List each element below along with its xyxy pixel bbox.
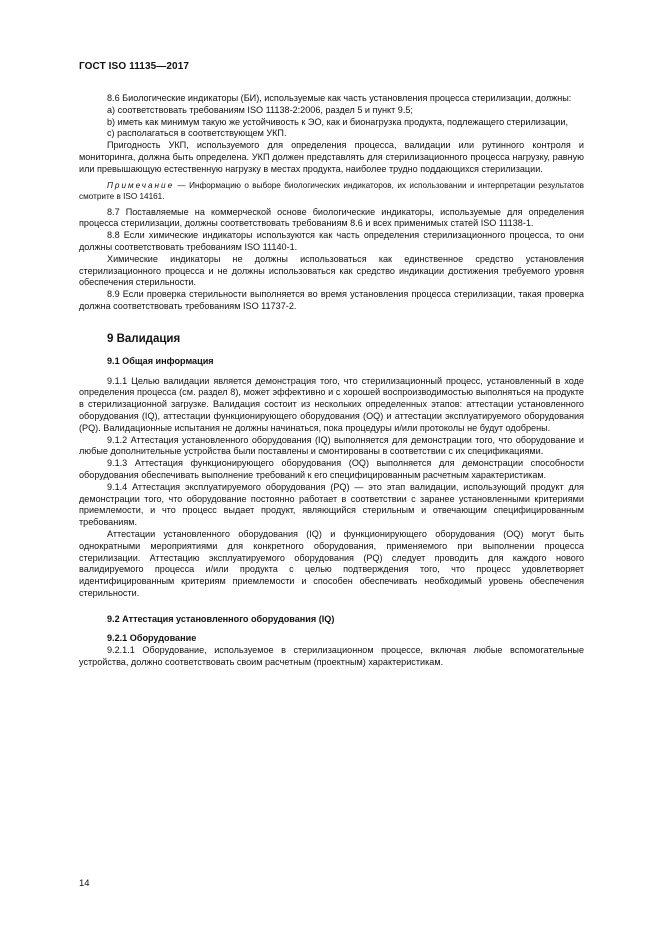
subsection-heading-9-2: 9.2 Аттестация установленного оборудования (IQ) bbox=[107, 613, 335, 624]
note-label: Примечание bbox=[107, 180, 175, 190]
paragraph-9-1-4: 9.1.4 Аттестация эксплуатируемого оборудования (PQ) — это этап валидации, использующий продукт для демонстрации того, что оборудование постоянно работает в соответствии с заранее установленными критериями приемлемости, и что процесс выдает продукт, являющийся стерильным и отвечающим специфицированным требованиям. bbox=[79, 481, 584, 528]
list-item-c: c) располагаться в соответствующем УКП. bbox=[107, 128, 287, 139]
list-item-b: b) иметь как минимум такую же устойчивость к ЭО, как и бионагрузка продукта, подлежащего стерилизации, bbox=[107, 116, 568, 127]
document-header: ГОСТ ISO 11135—2017 bbox=[79, 61, 190, 72]
list-item-a: a) соответствовать требованиям ISO 11138-2:2006, раздел 5 и пункт 9.5; bbox=[107, 104, 413, 115]
note bbox=[79, 180, 584, 202]
paragraph-8-8: 8.8 Если химические индикаторы используются как часть определения стерилизационного процесса, то они должны соответствовать требованиям ISO 11140-1. bbox=[79, 230, 584, 252]
paragraph-8-9: 8.9 Если проверка стерильности выполняется во время установления процесса стерилизации, такая проверка должна соответствовать требованиям ISO 11737-2. bbox=[79, 289, 584, 311]
paragraph-attestations: Аттестации установленного оборудования (IQ) и функционирующего оборудования (OQ) могут быть однократными мероприятиями для конкретного оборудования, применяемого при выполнении процесса стерилизации. Аттестацию эксплуатируемого оборудования (PQ) следует проводить для каждого нового валидируемого процесса и/или продукта с целью подтверждения того, что процесс удовлетворяет идентифицированным критериям приемлемости и способен обеспечивать необходимый уровень обеспечения стерильности. bbox=[79, 528, 584, 598]
paragraph-9-2-1-1: 9.2.1.1 Оборудование, используемое в стерилизационном процессе, включая любые вспомогательные устройства, должно соответствовать своим расчетным (проектным) характеристикам. bbox=[79, 645, 584, 668]
note-text: — Информацию о выборе биологических индикаторов, их использовании и интерпретации результатов смотрите в ISO 14161. bbox=[79, 180, 584, 201]
subsection-heading-9-2-1: 9.2.1 Оборудование bbox=[107, 633, 197, 644]
document-body bbox=[79, 93, 584, 669]
paragraph-8-6: 8.6 Биологические индикаторы (БИ), используемые как часть установления процесса стерилизации, должны: bbox=[107, 93, 572, 103]
page-number: 14 bbox=[79, 878, 90, 889]
paragraph-9-1-1: 9.1.1 Целью валидации является демонстрация того, что стерилизационный процесс, установленный в ходе определения процесса (см. раздел 8), может эффективно и с хорошей воспроизводимостью выполняться на продукте в стерилизационной загрузке. Валидация состоит из нескольких определенных этапов: аттестации установленного оборудования (IQ), аттестации функционирующего оборудования (OQ) и аттестации эксплуатируемого оборудования (PQ). Валидационные испытания не должны начинаться, пока процедуры и/или протоколы не будут одобрены. bbox=[79, 375, 584, 433]
subsection-heading-9-1: 9.1 Общая информация bbox=[107, 355, 214, 366]
paragraph-8-7: 8.7 Поставляемые на коммерческой основе биологические индикаторы, используемые для определения процесса стерилизации, должны соответствовать требованиям 8.6 и всех применимых статей ISO 11138-1. bbox=[79, 206, 584, 229]
paragraph-ukp: Пригодность УКП, используемого для определения процесса, валидации или рутинного контроля и мониторинга, должна быть определена. УКП должен представлять для стерилизационного процесса нагрузку, равную или превышающую естественную нагрузку в местах продукта, наиболее трудно поддающихся стерилизации. bbox=[79, 140, 584, 174]
section-heading-9: 9 Валидация bbox=[107, 332, 181, 345]
paragraph-9-1-3: 9.1.3 Аттестация функционирующего оборудования (OQ) выполняется для демонстрации способности оборудования обеспечивать выполнение требований к его специфицированным расчетным характеристикам. bbox=[79, 458, 584, 480]
paragraph-9-1-2: 9.1.2 Аттестация установленного оборудования (IQ) выполняется для демонстрации того, что оборудование и любые дополнительные устройства были поставлены и смонтированы в соответствии с их спецификациями. bbox=[79, 434, 584, 457]
paragraph-chemical: Химические индикаторы не должны использоваться как единственное средство установления стерилизационного процесса и не должны использоваться как средство индикации достижения требуемого уровня обеспечения стерильности. bbox=[79, 253, 584, 288]
